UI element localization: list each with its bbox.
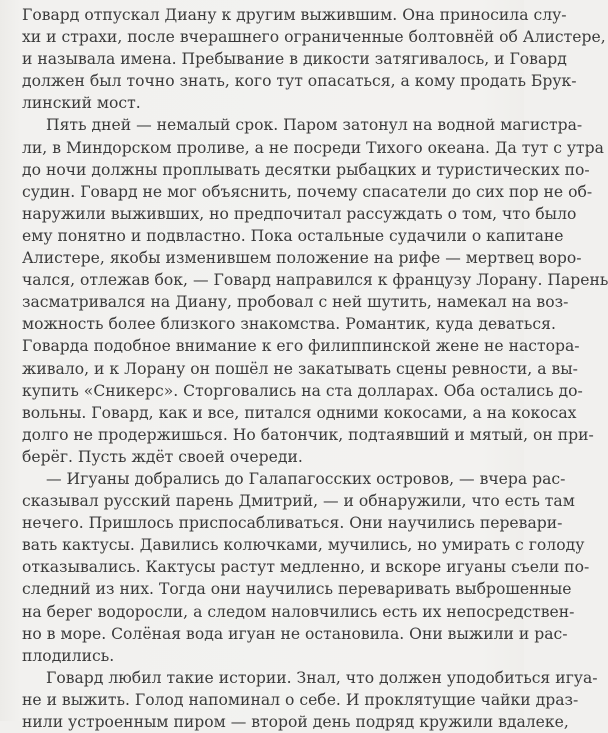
text-line: берёг. Пусть ждёт своей очереди. xyxy=(22,447,303,466)
text-line: и называла имена. Пребывание в дикости затягивалось, и Говард xyxy=(22,50,567,69)
text-line: вольны. Говард, как и все, питался одними кокосами, а на кокосах xyxy=(22,403,577,422)
text-line: долго не продержишься. Но батончик, подтаявший и мятый, он при- xyxy=(22,425,594,444)
paragraph-2 xyxy=(22,114,608,468)
text-line: плодились. xyxy=(22,646,115,665)
text-line: чался, отлежав бок, — Говард направился к французу Лорану. Парень xyxy=(22,271,608,290)
text-line: купить «Сникерс». Сторговались на ста долларах. Оба остались до- xyxy=(22,381,583,400)
text-line: Алистере, якобы изменившем положение на рифе — мертвец воро- xyxy=(22,249,582,268)
text-line: но в море. Солёная вода игуан не остановила. Они выжили и рас- xyxy=(22,624,568,643)
text-line: отказывались. Кактусы растут медленно, и вскоре игуаны съели по- xyxy=(22,558,590,577)
text-line: — Игуаны добрались до Галапагосских островов, — вчера рас- xyxy=(46,469,566,488)
text-line: ему понятно и подвластно. Пока остальные судачили о капитане xyxy=(22,226,564,245)
text-line: вать кактусы. Давились колючками, мучились, но умирать с голоду xyxy=(22,536,585,555)
text-line: не и выжить. Голод напоминал о себе. И проклятущие чайки драз- xyxy=(22,690,579,709)
page-text xyxy=(22,4,608,733)
text-line: хи и страхи, после вчерашнего ограниченные болтовнёй об Алистере, xyxy=(22,28,606,47)
text-line: наружили выживших, но предпочитал рассуждать о том, что было xyxy=(22,204,577,223)
text-line: ли, в Миндорском проливе, а не посреди Тихого океана. Да тут с утра xyxy=(22,138,604,157)
text-line: Говард любил такие истории. Знал, что должен уподобиться игуа- xyxy=(46,668,598,687)
text-line: на берег водоросли, а следом наловчились есть их непосредствен- xyxy=(22,602,575,621)
text-line: Пять дней — немалый срок. Паром затонул на водной магистра- xyxy=(46,116,583,135)
text-line: до ночи должны проплывать десятки рыбацких и туристических по- xyxy=(22,160,590,179)
text-line: линский мост. xyxy=(22,94,141,113)
text-line: можность более близкого знакомства. Романтик, куда деваться. xyxy=(22,315,556,334)
text-line: засматривался на Диану, пробовал с ней шутить, намекал на воз- xyxy=(22,293,569,312)
text-line: Говарда подобное внимание к его филиппинской жене не настора- xyxy=(22,337,580,356)
text-line: должен был точно знать, кого тут опасаться, а кому продать Брук- xyxy=(22,72,577,91)
text-line: живало, и к Лорану он пошёл не закатывать сцены ревности, а вы- xyxy=(22,359,578,378)
text-line: сказывал русский парень Дмитрий, — и обнаружили, что есть там xyxy=(22,492,575,511)
text-line: Говард отпускал Диану к другим выжившим. Она приносила слу- xyxy=(22,6,567,24)
paragraph-3 xyxy=(22,468,590,667)
text-line: нили устроенным пиром — второй день подряд кружили вдалеке, xyxy=(22,713,569,731)
text-line: судин. Говард не мог объяснить, почему спасатели до сих пор не об- xyxy=(22,182,593,201)
text-line: нечего. Пришлось приспосабливаться. Они научились перевари- xyxy=(22,514,563,533)
text-line: следний из них. Тогда они научились переваривать выброшенные xyxy=(22,580,572,599)
paragraph-4 xyxy=(22,667,598,733)
paragraph-1 xyxy=(22,4,606,114)
